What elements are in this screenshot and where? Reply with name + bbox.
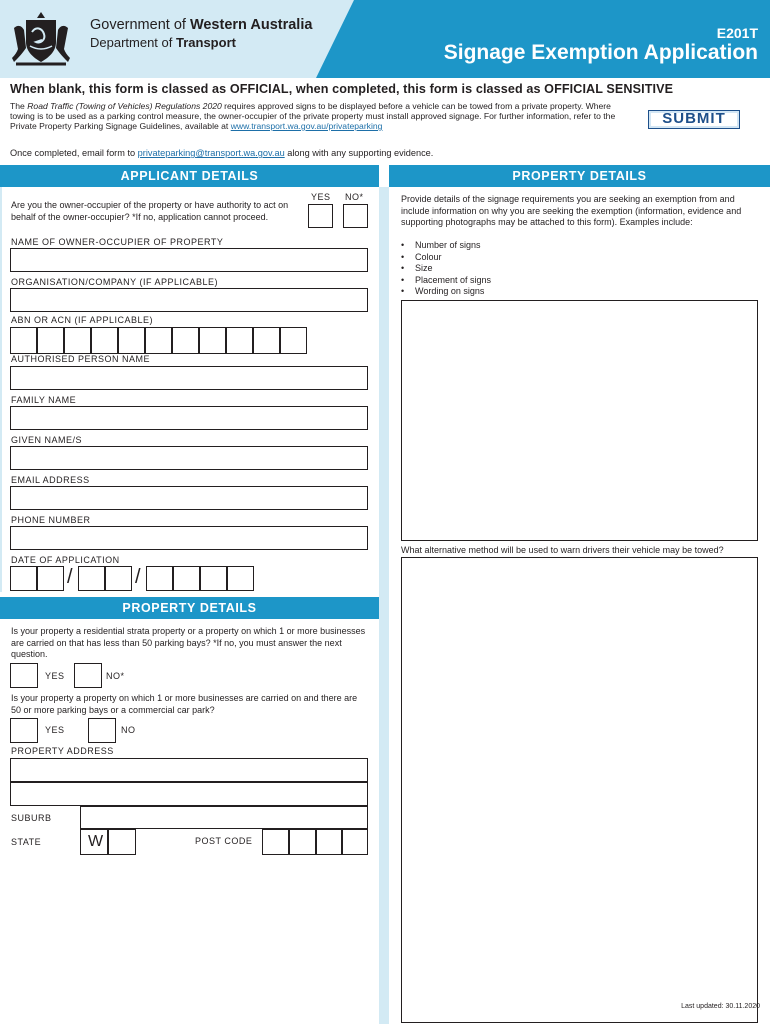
owner-name-label: NAME OF OWNER-OCCUPIER OF PROPERTY xyxy=(11,237,224,247)
alternative-method-question: What alternative method will be used to warn drivers their vehicle may be towed? xyxy=(401,545,724,555)
examples-list xyxy=(401,240,491,298)
property-address-line2[interactable] xyxy=(10,782,368,806)
given-name-input[interactable] xyxy=(10,446,368,470)
email-instructions: Once completed, email form to privateparking@transport.wa.gov.au along with any supporting evidence. xyxy=(10,148,434,158)
signage-instructions: Provide details of the signage requirements you are seeking an exemption from and include information on why you are seeking the exemption (information, evidence and supporting photographs may be attached to this form). Examples include: xyxy=(401,194,742,227)
strata-yes-checkbox[interactable] xyxy=(10,663,38,688)
organisation-input[interactable] xyxy=(10,288,368,312)
property-address-label: PROPERTY ADDRESS xyxy=(11,746,114,756)
column-divider xyxy=(379,187,389,1024)
header-title-panel xyxy=(316,0,770,78)
abn-digit-box[interactable] xyxy=(118,327,145,354)
wa-crest-logo xyxy=(8,8,74,70)
date-year-box[interactable] xyxy=(146,566,173,591)
form-title: Signage Exemption Application xyxy=(443,41,758,64)
date-separator: / xyxy=(67,566,73,588)
state-label: STATE xyxy=(11,837,42,847)
carpark-no-label: NO xyxy=(121,725,136,735)
family-name-input[interactable] xyxy=(10,406,368,430)
date-year-box[interactable] xyxy=(173,566,200,591)
date-month-box[interactable] xyxy=(105,566,132,591)
intro-paragraph: The Road Traffic (Towing of Vehicles) Regulations 2020 requires approved signs to be displayed before a vehicle can be towed from a private property. Where towing is to be used as a parking control measure, the owner-occupier of the private property must install approved signage. For further information, refer to the Private Property Parking Signage Guidelines, available at www.transport.wa.gov.au/privateparking xyxy=(10,101,616,131)
authorised-person-label: AUTHORISED PERSON NAME xyxy=(11,354,151,364)
property-address-line1[interactable] xyxy=(10,758,368,782)
phone-number-input[interactable] xyxy=(10,526,368,550)
last-updated: Last updated: 30.11.2020 xyxy=(681,1003,760,1010)
owner-yes-checkbox[interactable] xyxy=(308,204,333,228)
example-item: • Number of signs xyxy=(401,240,491,252)
example-item: • Wording on signs xyxy=(401,286,491,298)
date-month-box[interactable] xyxy=(78,566,105,591)
date-day-box[interactable] xyxy=(37,566,64,591)
date-day-box[interactable] xyxy=(10,566,37,591)
alternative-method-textarea[interactable] xyxy=(401,557,758,1023)
yes-label: YES xyxy=(311,192,331,202)
carpark-question: Is your property a property on which 1 or more businesses are carried on and there are 50 or more parking bays or a commercial car park? xyxy=(11,693,358,715)
guidelines-link[interactable]: www.transport.wa.gov.au/privateparking xyxy=(230,121,383,131)
abn-digit-box[interactable] xyxy=(37,327,64,354)
government-name: Government of Western Australia xyxy=(90,17,313,33)
property-details-heading-right: PROPERTY DETAILS xyxy=(389,165,770,187)
abn-digit-box[interactable] xyxy=(145,327,172,354)
owner-name-input[interactable] xyxy=(10,248,368,272)
strata-yes-label: YES xyxy=(45,671,65,681)
strata-no-checkbox[interactable] xyxy=(74,663,102,688)
abn-digit-box[interactable] xyxy=(10,327,37,354)
abn-digit-box[interactable] xyxy=(199,327,226,354)
classification-notice: When blank, this form is classed as OFFICIAL, when completed, this form is classed as OFFICIAL SENSITIVE xyxy=(10,82,674,96)
department-name: Department of Transport xyxy=(90,35,236,50)
abn-digit-box[interactable] xyxy=(64,327,91,354)
carpark-no-checkbox[interactable] xyxy=(88,718,116,743)
postcode-digit-box[interactable] xyxy=(316,829,342,855)
phone-number-label: PHONE NUMBER xyxy=(11,515,91,525)
abn-digit-box[interactable] xyxy=(280,327,307,354)
date-year-box[interactable] xyxy=(200,566,227,591)
signage-details-textarea[interactable] xyxy=(401,300,758,541)
property-details-heading-left: PROPERTY DETAILS xyxy=(0,597,379,619)
authorised-person-input[interactable] xyxy=(10,366,368,390)
left-edge xyxy=(0,187,2,592)
example-item: • Colour xyxy=(401,252,491,264)
date-label: DATE OF APPLICATION xyxy=(11,555,120,565)
email-address-input[interactable] xyxy=(10,486,368,510)
strata-question: Is your property a residential strata property or a property on which 1 or more businesses are carried on that has less than 50 parking bays? *If no, you must answer the next question. xyxy=(11,626,366,659)
postcode-digit-box[interactable] xyxy=(262,829,289,855)
state-value: W xyxy=(88,833,104,850)
family-name-label: FAMILY NAME xyxy=(11,395,77,405)
abn-digit-box[interactable] xyxy=(91,327,118,354)
postcode-label: POST CODE xyxy=(195,836,253,846)
example-item: • Placement of signs xyxy=(401,275,491,287)
owner-question: Are you the owner-occupier of the property or have authority to act on behalf of the owner-occupier? *If no, application cannot proceed. xyxy=(11,200,289,222)
applicant-details-heading: APPLICANT DETAILS xyxy=(0,165,379,187)
email-address-label: EMAIL ADDRESS xyxy=(11,475,90,485)
example-item: • Size xyxy=(401,263,491,275)
carpark-yes-label: YES xyxy=(45,725,65,735)
state-box-2[interactable] xyxy=(108,829,136,855)
form-code: E201T xyxy=(716,25,758,41)
no-label: NO* xyxy=(345,192,364,202)
postcode-digit-box[interactable] xyxy=(342,829,368,855)
submit-button[interactable]: SUBMIT xyxy=(648,110,740,129)
email-link[interactable]: privateparking@transport.wa.gov.au xyxy=(137,148,285,158)
date-year-box[interactable] xyxy=(227,566,254,591)
suburb-label: SUBURB xyxy=(11,813,52,823)
strata-no-label: NO* xyxy=(106,671,125,681)
abn-digit-box[interactable] xyxy=(253,327,280,354)
given-name-label: GIVEN NAME/S xyxy=(11,435,83,445)
abn-digit-box[interactable] xyxy=(226,327,253,354)
organisation-label: ORGANISATION/COMPANY (IF APPLICABLE) xyxy=(11,277,219,287)
owner-no-checkbox[interactable] xyxy=(343,204,368,228)
suburb-input[interactable] xyxy=(80,806,368,829)
carpark-yes-checkbox[interactable] xyxy=(10,718,38,743)
postcode-digit-box[interactable] xyxy=(289,829,316,855)
date-separator: / xyxy=(135,566,141,588)
abn-label: ABN OR ACN (IF APPLICABLE) xyxy=(11,315,154,325)
abn-digit-box[interactable] xyxy=(172,327,199,354)
